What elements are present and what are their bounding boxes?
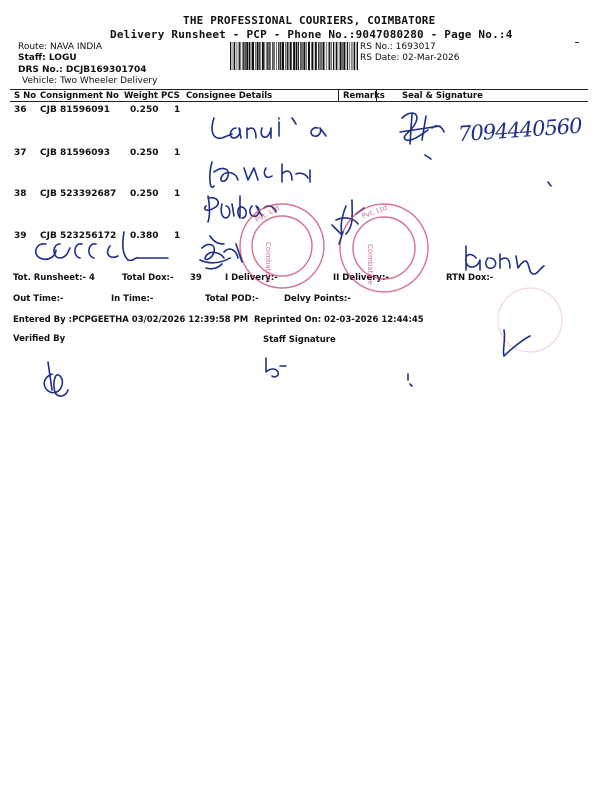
company-title: THE PROFESSIONAL COURIERS, COIMBATORE: [183, 14, 436, 27]
col-pcs: PCS: [161, 91, 180, 101]
route-label: Route: NAVA INDIA: [18, 42, 103, 52]
total-dox: Total Dox:-: [122, 273, 174, 283]
row-consignment: CJB 81596093: [40, 148, 111, 158]
delvy-points: Delvy Points:-: [284, 294, 351, 304]
row-weight: 0.250: [130, 189, 159, 199]
dox-count: 39: [190, 273, 202, 283]
row-sno: 38: [14, 189, 27, 199]
runsheet-title: Delivery Runsheet - PCP - Phone No.:9047080280 - Page No.:4: [110, 28, 513, 41]
total-pod: Total POD:-: [205, 294, 259, 304]
svg-text:Coimbatore: Coimbatore: [366, 244, 374, 285]
out-time: Out Time:-: [13, 294, 64, 304]
staff-label: Staff: LOGU: [18, 53, 77, 63]
staff-signature: [266, 358, 286, 377]
col-sno: S No: [14, 91, 37, 101]
drs-number: DRS No.: DCJB169301704: [18, 65, 147, 75]
row-consignment: CJB 81596091: [40, 105, 111, 115]
seal-signature: [400, 113, 444, 144]
stray-marks: [425, 155, 551, 186]
company-stamp: [340, 204, 428, 292]
faint-stamp: [498, 288, 562, 352]
seal-signature: [466, 246, 544, 274]
company-stamp: [240, 204, 324, 288]
consignee-signature: [212, 118, 326, 138]
seal-signature: [200, 236, 242, 269]
ii-delivery: II Delivery:-: [333, 273, 389, 283]
consignee-signature: [36, 232, 168, 260]
svg-text:Pvt. Ltd: Pvt. Ltd: [360, 203, 389, 221]
col-remarks: Remarks: [343, 91, 385, 101]
row-pcs: 1: [174, 148, 181, 158]
entered-by: Entered By :PCPGEETHA 03/02/2026 12:39:58 PM: [13, 315, 249, 325]
verified-by-signature: [44, 362, 68, 396]
in-time: In Time:-: [111, 294, 154, 304]
row-consignment: CJB 523392687: [40, 189, 117, 199]
consignee-signature: [210, 162, 310, 187]
handwritten-phone: 7094440560: [457, 113, 583, 147]
staff-signature-label: Staff Signature: [263, 335, 336, 345]
vehicle-label: Vehicle: Two Wheeler Delivery: [22, 76, 158, 86]
row-weight: 0.380: [130, 231, 159, 241]
svg-text:Coimbatore: Coimbatore: [264, 242, 272, 283]
row-sno: 36: [14, 105, 27, 115]
stray-marks: [408, 374, 412, 386]
row-pcs: 1: [174, 189, 181, 199]
col-consignment: Consignment No: [40, 91, 119, 101]
row-sno: 37: [14, 148, 27, 158]
row-sno: 39: [14, 231, 27, 241]
i-delivery: I Delivery:-: [225, 273, 278, 283]
svg-text:Pvt. Ltd: Pvt. Ltd: [253, 203, 281, 225]
col-seal: Seal & Signature: [402, 91, 483, 101]
row-weight: 0.250: [130, 148, 159, 158]
rs-date: RS Date: 02-Mar-2026: [360, 53, 460, 63]
row-pcs: 1: [174, 231, 181, 241]
row-weight: 0.250: [130, 105, 159, 115]
col-weight: Weight: [124, 91, 158, 101]
tot-runsheet: Tot. Runsheet:- 4: [13, 273, 95, 283]
row-consignment: CJB 523256172: [40, 231, 117, 241]
col-consignee: Consignee Details: [186, 91, 273, 101]
row-pcs: 1: [174, 105, 181, 115]
rs-number: RS No.: 1693017: [360, 42, 436, 52]
verified-by: Verified By: [13, 334, 66, 344]
reprinted-on: Reprinted On: 02-03-2026 12:44:45: [254, 315, 424, 325]
rtn-dox: RTN Dox:-: [446, 273, 494, 283]
